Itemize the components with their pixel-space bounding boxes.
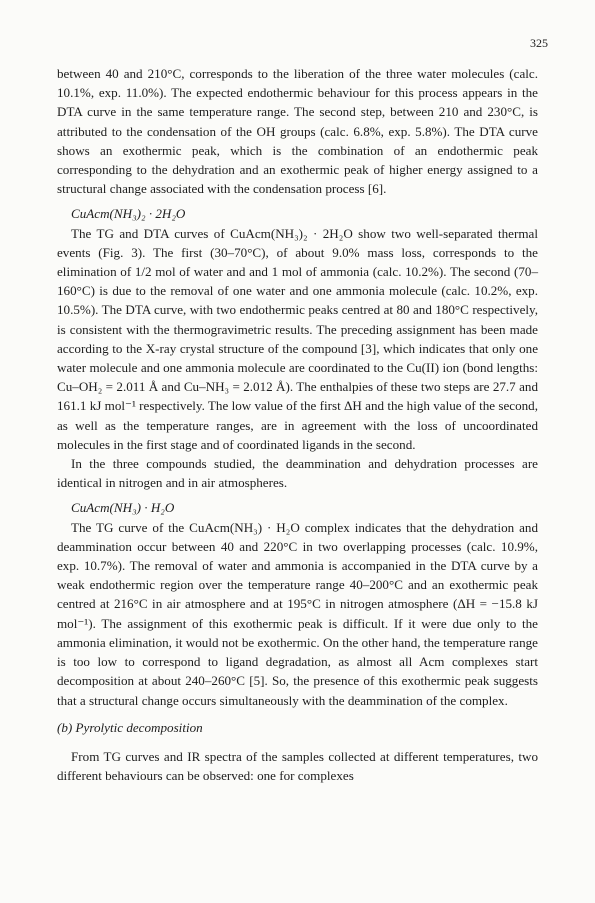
page-number: 325 [530, 36, 548, 50]
paragraph-intro: between 40 and 210°C, corresponds to the liberation of the three water molecules (calc. 10.1%, exp. 11.0%). The expected endothermic behaviour for this process appears in the DTA curve in the same temperature range. The second step, between 210 and 230°C, is attributed to the condensation of the OH groups (calc. 6.8%, exp. 5.8%). The DTA curve shows an exothermic peak, which is the combination of an endothermic peak corresponding to the dehydration and an exothermic peak of higher energy assigned to a structural change associated with the condensation process [6]. [57, 66, 538, 197]
section-heading-pyrolytic: (b) Pyrolytic decomposition [57, 719, 203, 735]
paragraph-cuacm-nh3-2: The TG and DTA curves of CuAcm(NH₃)₂ · 2H₂O show two well-separated thermal events (Fig. 3). The first (30–70°C), of about 9.0% mass loss, corresponds to the elimination of 1/2 mol of water and and 1 mol of ammonia (calc. 10.2%). The second (70–160°C) is due to the removal of one water and one ammonia molecule (calc. 10.2%, exp. 10.5%). The DTA curve, with two endothermic peaks centred at 80 and 180°C respectively, is consistent with the thermogravimetric results. The preceding assignment has been made according to the X-ray crystal structure of the compound [3], which indicates that only one water molecule and one ammonia molecule are coordinated to the Cu(II) ion (bond lengths: Cu–OH₂ = 2.011 Å and Cu–NH₃ = 2.012 Å). The enthalpies of these two steps are 27.7 and 161.1 kJ mol⁻¹ respectively. The low value of the first ΔH and the high value of the second, as well as the temperature ranges, are in agreement with the loss of uncoordinated molecules in the first stage and of coordinated ligands in the second. [57, 225, 538, 452]
paragraph-atmospheres: In the three compounds studied, the deammination and dehydration processes are identical in nitrogen and in air atmospheres. [57, 456, 538, 491]
paragraph-pyrolytic: From TG curves and IR spectra of the samples collected at different temperatures, two different behaviours can be observed: one for complexes [57, 748, 538, 784]
main-text [57, 64, 538, 785]
paragraph-cuacm-nh3: The TG curve of the CuAcm(NH₃) · H₂O complex indicates that the dehydration and deammination occur between 40 and 220°C in two overlapping processes (calc. 10.9%, exp. 10.7%). The removal of water and ammonia is accompanied in the DTA curve by a weak endothermic region over the temperature range 40–200°C and an exothermic peak centred at 216°C in air atmosphere and at 195°C in nitrogen atmosphere (ΔH = −15.8 kJ mol⁻¹). The assignment of this exothermic peak is difficult. If it were due only to the ammonia elimination, it would not be exothermic. On the other hand, the temperature range is too low to correspond to ligand degradation, as almost all Acm complexes start decomposition at about 240–260°C [5]. So, the presence of this exothermic peak suggests that a structural change occurs simultaneously with the deammination of the complex. [57, 519, 538, 708]
subheading-cuacm-nh3-h2o: CuAcm(NH₃) · H₂O [71, 500, 175, 516]
subheading-cuacm-nh3-2-2h2o: CuAcm(NH₃)₂ · 2H₂O [71, 206, 186, 222]
